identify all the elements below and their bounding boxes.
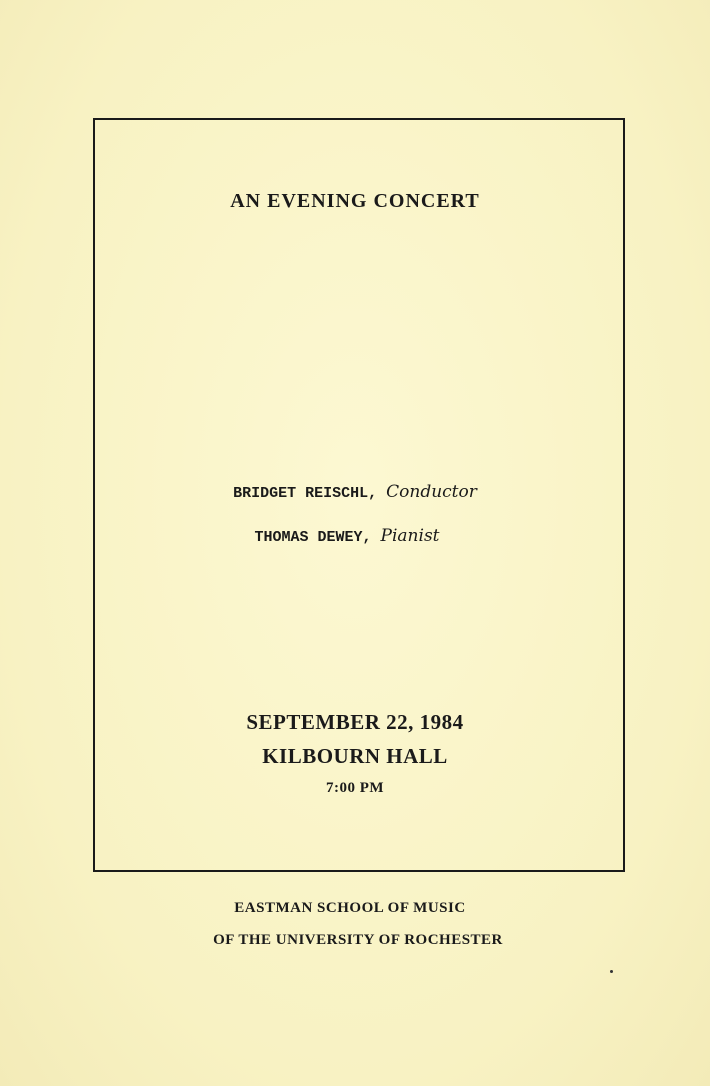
concert-date: SEPTEMBER 22, 1984 — [246, 710, 464, 734]
conductor-credit — [0, 482, 710, 502]
pianist-credit — [0, 526, 702, 546]
pianist-role: Pianist — [380, 526, 440, 546]
university-name: OF THE UNIVERSITY OF ROCHESTER — [213, 932, 503, 948]
conductor-role: Conductor — [386, 482, 477, 502]
concert-venue: KILBOURN HALL — [262, 744, 448, 768]
conductor-name: BRIDGET REISCHL, — [233, 485, 378, 502]
concert-time: 7:00 PM — [325, 780, 385, 796]
school-name: EASTMAN SCHOOL OF MUSIC — [234, 900, 466, 916]
ink-speck — [610, 970, 613, 973]
pianist-name: THOMAS DEWEY, — [254, 529, 372, 546]
concert-title: AN EVENING CONCERT — [230, 190, 480, 212]
